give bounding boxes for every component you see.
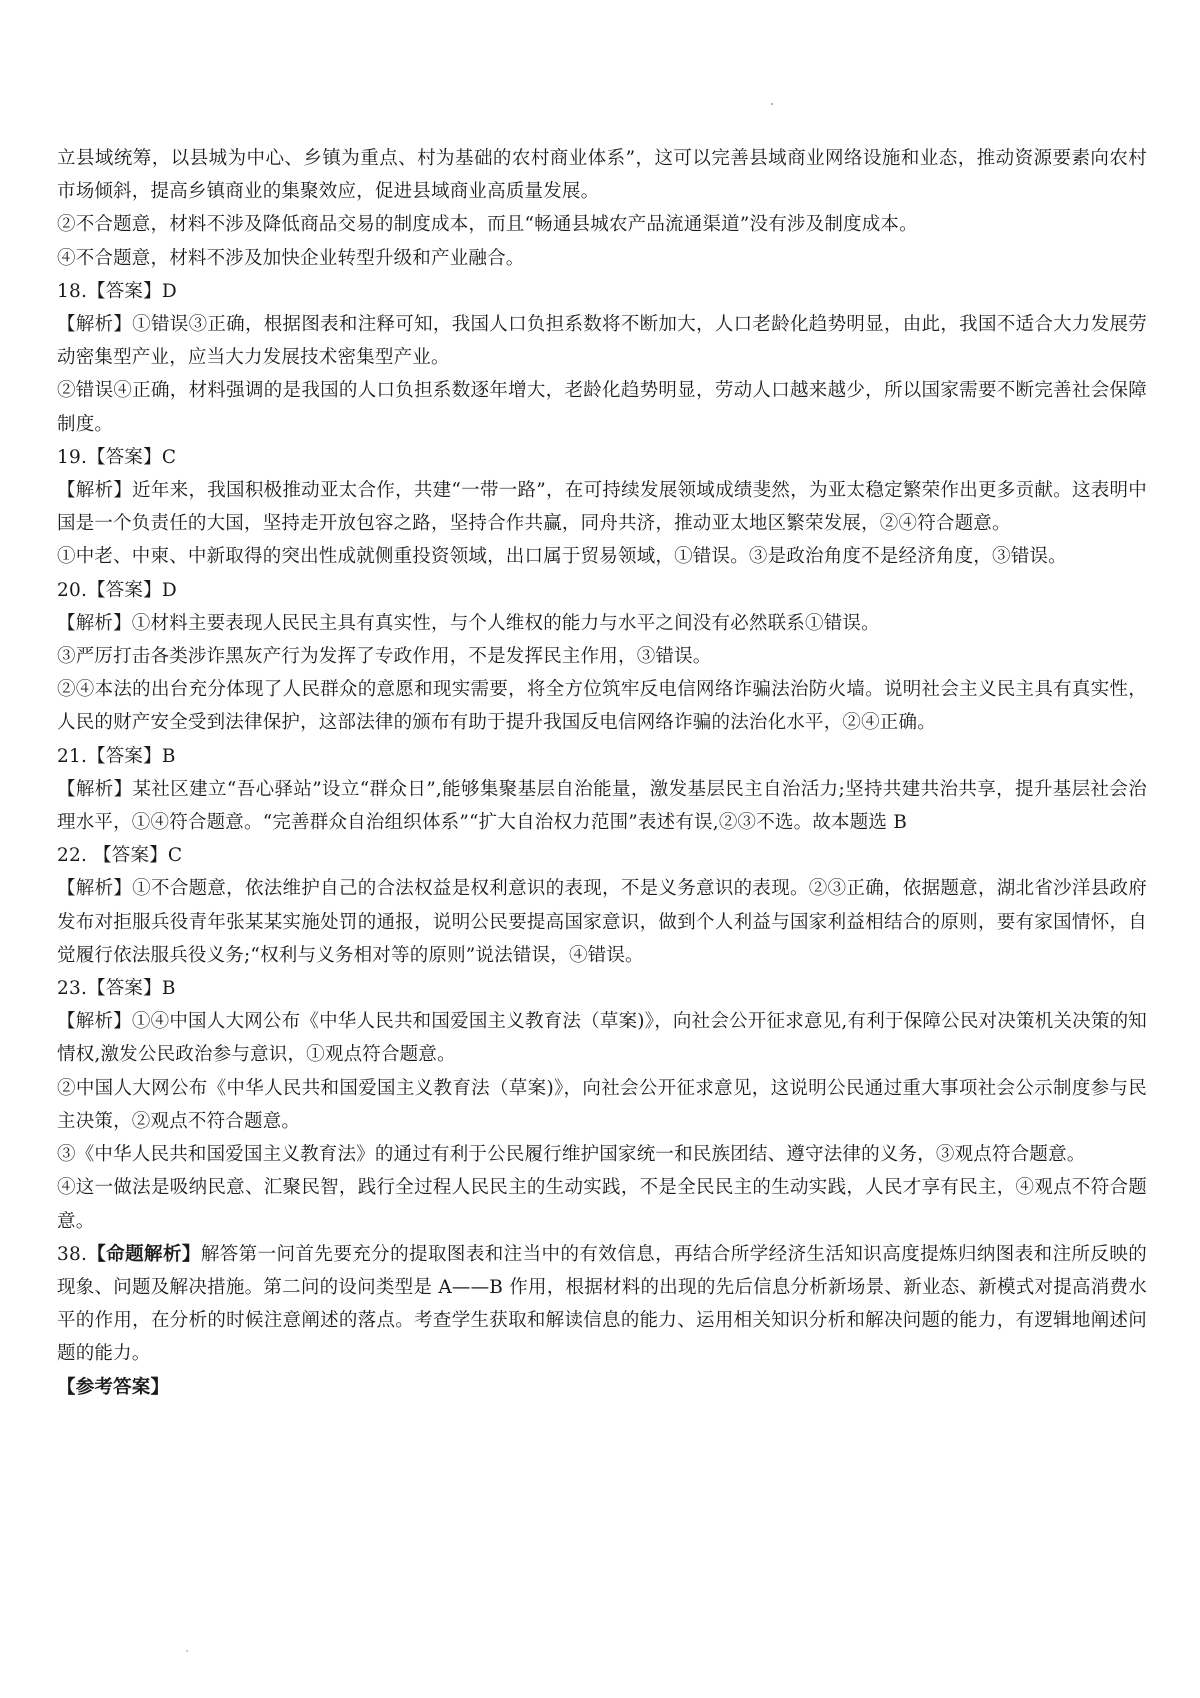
analysis-22: 【解析】①不合题意，依法维护自己的合法权益是权利意识的表现，不是义务意识的表现。②③正确，依据题意，湖北省沙洋县政府发布对拒服兵役青年张某某实施处罚的通报，说明公民要提高国家意识，做到个人利益与国家利益相结合的原则，要有家国情怀，自觉履行依法服兵役义务;“权利与义务相对等的原则”说法错误，④错误。 <box>57 878 1147 966</box>
question-38-analysis-label: 【命题解析】 <box>87 1243 201 1265</box>
scan-speck-top <box>771 103 773 105</box>
paragraph-item-2: ②不合题意，材料不涉及降低商品交易的制度成本，而且“畅通县城农产品流通渠道”没有涉及制度成本。 <box>57 214 918 236</box>
question-38-analysis <box>57 1238 1147 1371</box>
paragraph-item-4: ④不合题意，材料不涉及加快企业转型升级和产业融合。 <box>57 247 525 269</box>
reference-answer-heading: 【参考答案】 <box>57 1376 170 1398</box>
analysis-19-a: 【解析】近年来，我国积极推动亚太合作，共建“一带一路”，在可持续发展领域成绩斐然，为亚太稳定繁荣作出更多贡献。这表明中国是一个负责任的大国，坚持走开放包容之路，坚持合作共赢，同舟共济，推动亚太地区繁荣发展，②④符合题意。 <box>57 480 1147 535</box>
answer-22: 22. 【答案】C <box>57 845 183 867</box>
paragraph-county-commerce: 立县域统筹，以县城为中心、乡镇为重点、村为基础的农村商业体系”，这可以完善县域商业网络设施和业态，推动资源要素向农村市场倾斜，提高乡镇商业的集聚效应，促进县域商业高质量发展。 <box>57 148 1147 203</box>
scan-speck-bottom <box>186 1650 188 1652</box>
answer-23: 23.【答案】B <box>57 978 176 1000</box>
analysis-19-b: ①中老、中柬、中新取得的突出性成就侧重投资领域，出口属于贸易领域，①错误。③是政治角度不是经济角度，③错误。 <box>57 546 1067 568</box>
analysis-20-b: ③严厉打击各类涉诈黑灰产行为发挥了专政作用，不是发挥民主作用，③错误。 <box>57 646 712 668</box>
answer-18: 18.【答案】D <box>57 280 177 302</box>
analysis-23-d: ④这一做法是吸纳民意、汇聚民智，践行全过程人民民主的生动实践，不是全民民主的生动实践，人民才享有民主，④观点不符合题意。 <box>57 1177 1147 1232</box>
analysis-20-a: 【解析】①材料主要表现人民民主具有真实性，与个人维权的能力与水平之间没有必然联系①错误。 <box>57 612 880 634</box>
document-body <box>57 142 1147 1404</box>
question-38-analysis-text: 解答第一问首先要充分的提取图表和注当中的有效信息，再结合所学经济生活知识高度提炼归纳图表和注所反映的现象、问题及解决措施。第二问的设问类型是 A——B 作用，根据材料的出现的先后信息分析新场景、新业态、新模式对提高消费水平的作用，在分析的时候注意阐述的落点。考查学生获取和解读信息的能力、运用相关知识分析和解决问题的能力，有逻辑地阐述问题的能力。 <box>57 1243 1147 1365</box>
analysis-18-b: ②错误④正确，材料强调的是我国的人口负担系数逐年增大，老龄化趋势明显，劳动人口越来越少，所以国家需要不断完善社会保障制度。 <box>57 380 1147 435</box>
answer-21: 21.【答案】B <box>57 745 176 767</box>
analysis-23-a: 【解析】①④中国人大网公布《中华人民共和国爱国主义教育法（草案)》，向社会公开征求意见,有利于保障公民对决策机关决策的知情权,激发公民政治参与意识，①观点符合题意。 <box>57 1011 1147 1066</box>
analysis-23-b: ②中国人大网公布《中华人民共和国爱国主义教育法（草案)》，向社会公开征求意见，这说明公民通过重大事项社会公示制度参与民主决策，②观点不符合题意。 <box>57 1077 1147 1132</box>
analysis-20-c: ②④本法的出台充分体现了人民群众的意愿和现实需要，将全方位筑牢反电信网络诈骗法治防火墙。说明社会主义民主具有真实性，人民的财产安全受到法律保护，这部法律的颁布有助于提升我国反电信网络诈骗的法治化水平，②④正确。 <box>57 679 1147 734</box>
question-38-number: 38. <box>57 1243 88 1265</box>
answer-20: 20.【答案】D <box>57 579 177 601</box>
analysis-21: 【解析】某社区建立“吾心驿站”设立“群众日”,能够集聚基层自治能量，激发基层民主自治活力;坚持共建共治共享，提升基层社会治理水平，①④符合题意。“完善群众自治组织体系”“扩大自治权力范围”表述有误,②③不选。故本题选 B <box>57 778 1147 834</box>
analysis-18-a: 【解析】①错误③正确，根据图表和注释可知，我国人口负担系数将不断加大，人口老龄化趋势明显，由此，我国不适合大力发展劳动密集型产业，应当大力发展技术密集型产业。 <box>57 314 1147 369</box>
answer-19: 19.【答案】C <box>57 446 177 468</box>
analysis-23-c: ③《中华人民共和国爱国主义教育法》的通过有利于公民履行维护国家统一和民族团结、遵守法律的义务，③观点符合题意。 <box>57 1144 1086 1166</box>
